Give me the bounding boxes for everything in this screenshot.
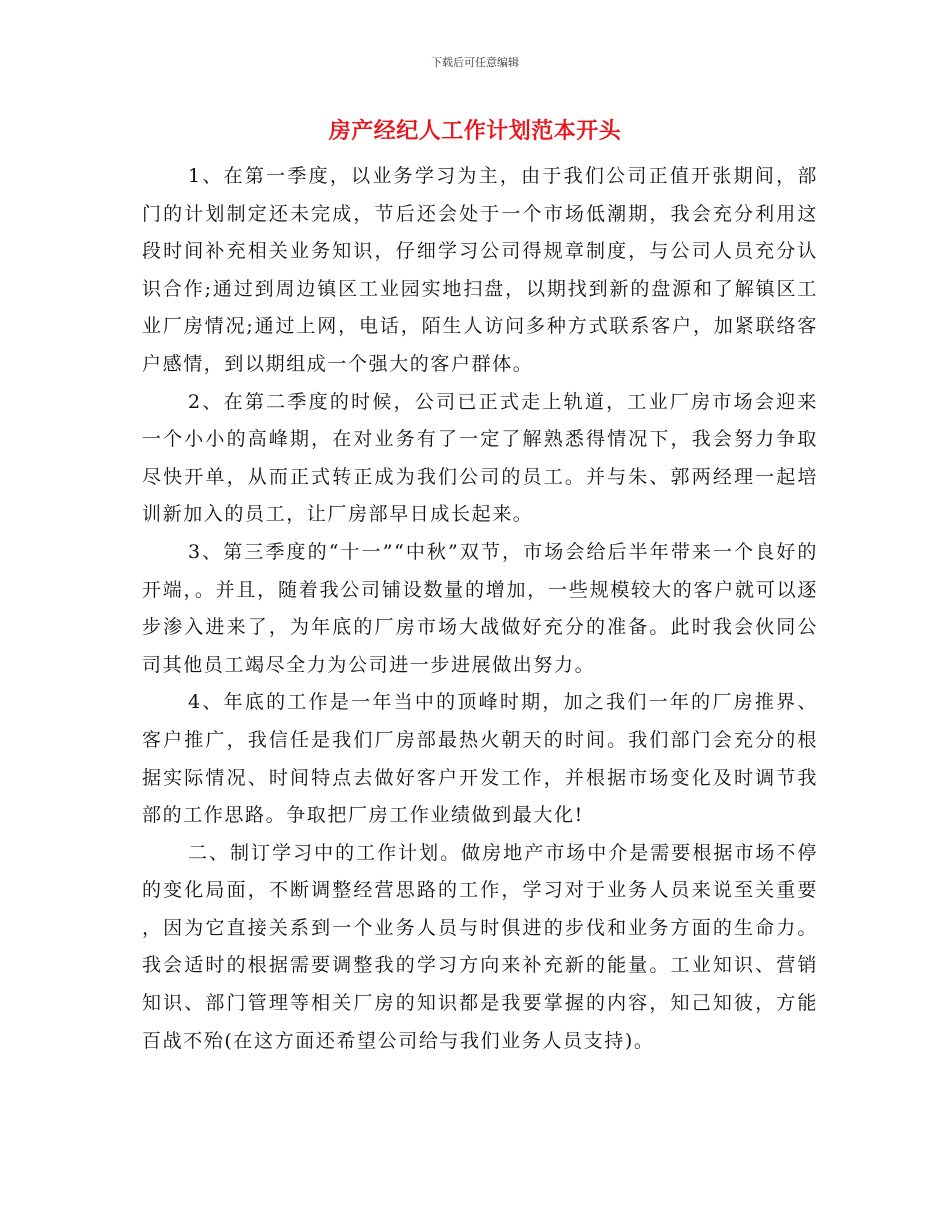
paragraph-q1: 1、在第一季度，以业务学习为主，由于我们公司正值开张期间，部门的计划制定还未完成，节后还会处于一个市场低潮期，我会充分利用这段时间补充相关业务知识，仔细学习公司得规章制度，与公司人员充分认识合作;通过到周边镇区工业园实地扫盘，以期找到新的盘源和了解镇区工业厂房情况;通过上网，电话，陌生人访问多种方式联系客户，加紧联络客户感情，到以期组成一个强大的客户群体。 [142,165,818,375]
document-body [142,158,818,1060]
paragraph-q2: 2、在第二季度的时候，公司已正式走上轨道，工业厂房市场会迎来一个小小的高峰期，在对业务有了一定了解熟悉得情况下，我会努力争取尽快开单，从而正式转正成为我们公司的员工。并与朱、郭两经理一起培训新加入的员工，让厂房部早日成长起来。 [142,390,818,526]
header-note: 下载后可任意编辑 [431,56,519,69]
paragraph-study-plan: 二、制订学习中的工作计划。做房地产市场中介是需要根据市场不停的变化局面，不断调整经营思路的工作，学习对于业务人员来说至关重要，因为它直接关系到一个业务人员与时俱进的步伐和业务方面的生命力。我会适时的根据需要调整我的学习方向来补充新的能量。工业知识、营销知识、部门管理等相关厂房的知识都是我要掌握的内容，知己知彼，方能百战不殆(在这方面还希望公司给与我们业务人员支持)。 [142,841,818,1052]
paragraph-q4: 4、年底的工作是一年当中的顶峰时期，加之我们一年的厂房推界、客户推广，我信任是我们厂房部最热火朝天的时间。我们部门会充分的根据实际情况、时间特点去做好客户开发工作，并根据市场变化及时调节我部的工作思路。争取把厂房工作业绩做到最大化! [142,691,818,827]
document-title: 房产经纪人工作计划范本开头 [328,118,622,144]
paragraph-q3: 3、第三季度的“十一”“中秋”双节，市场会给后半年带来一个良好的开端，。并且，随着我公司铺设数量的增加，一些规模较大的客户就可以逐步渗入进来了，为年底的厂房市场大战做好充分的准备。此时我会伙同公司其他员工竭尽全力为公司进一步进展做出努力。 [142,540,818,676]
